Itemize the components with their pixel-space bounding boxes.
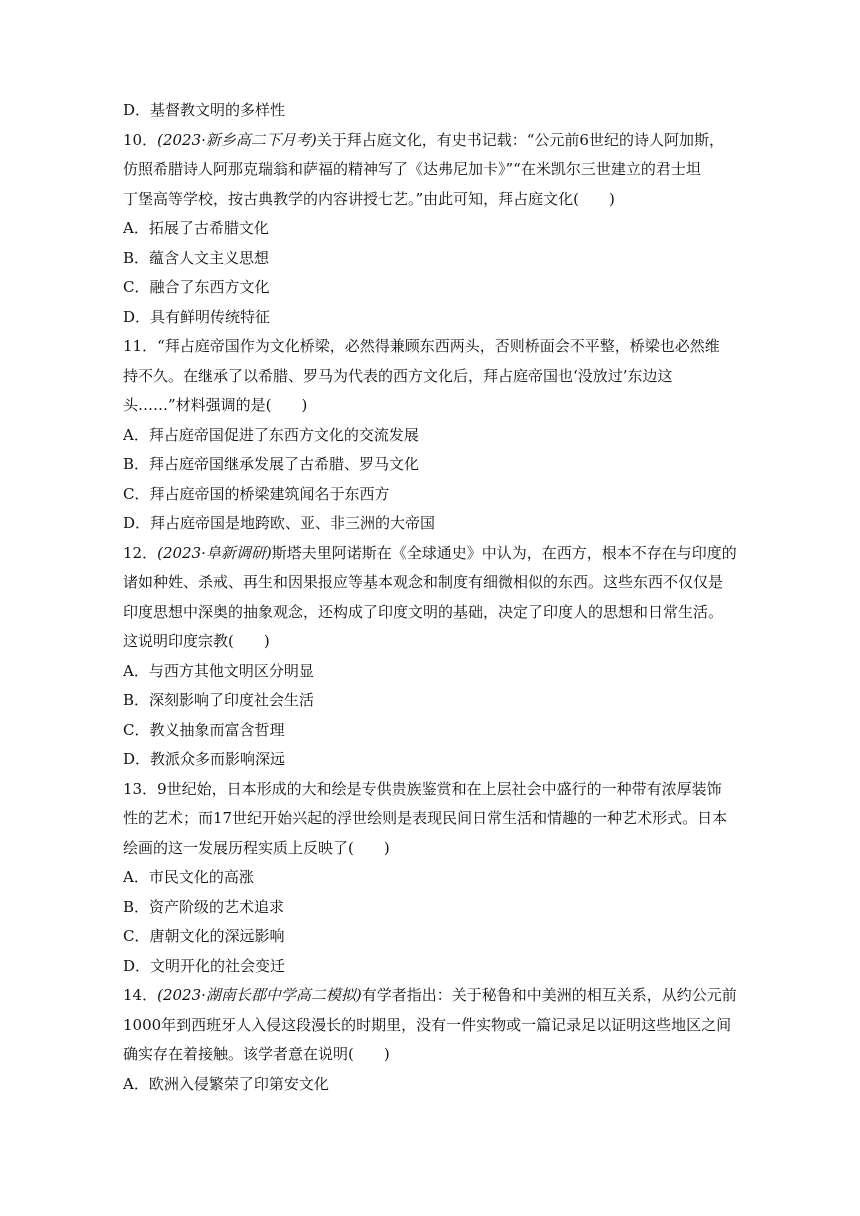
answer-option: B．深刻影响了印度社会生活 <box>123 691 315 709</box>
document-page <box>123 96 738 1099</box>
answer-option: D．基督教文明的多样性 <box>123 101 286 119</box>
question-text: 有学者指出：关于秘鲁和中美洲的相互关系，从约公元前 <box>361 986 737 1004</box>
question-text: “拜占庭帝国作为文化桥梁，必然得兼顾东西两头，否则桥面会不平整，桥梁也必然维 <box>157 337 720 355</box>
question-number: 14． <box>123 986 158 1004</box>
answer-option: B．蕴含人文主义思想 <box>123 248 270 267</box>
question-text-line: 性的艺术；而17世纪开始兴起的浮世绘则是表现民间日常生活和情趣的一种艺术形式。日本 <box>123 809 728 827</box>
answer-option: D．拜占庭帝国是地跨欧、亚、非三洲的大帝国 <box>123 514 436 532</box>
answer-option: A．拓展了古希腊文化 <box>123 219 269 237</box>
answer-option: B．拜占庭帝国继承发展了古希腊、罗马文化 <box>123 455 420 473</box>
question-source: (2023·湖南长郡中学高二模拟) <box>157 986 362 1004</box>
question-line <box>123 981 738 1011</box>
question-text: 9世纪始，日本形成的大和绘是专供贵族鉴赏和在上层社会中盛行的一种带有浓厚装饰 <box>157 779 722 798</box>
question-source: (2023·阜新调研) <box>157 543 272 562</box>
question-number: 12． <box>123 543 158 562</box>
answer-option: A．欧洲入侵繁荣了印第安文化 <box>123 1074 329 1093</box>
question-line <box>123 539 738 569</box>
question-text-line: 仿照希腊诗人阿那克瑞翁和萨福的精神写了《达弗尼加卡》”“在米凯尔三世建立的君士坦 <box>123 160 701 178</box>
question-text-line: 持不久。在继承了以希腊、罗马为代表的西方文化后，拜占庭帝国也‘没放过’东边这 <box>123 366 673 385</box>
answer-option: A．市民文化的高涨 <box>123 868 254 886</box>
question-text-line: 丁堡高等学校，按古典教学的内容讲授七艺。”由此可知，拜占庭文化( ) <box>123 189 615 208</box>
answer-option: C．唐朝文化的深远影响 <box>123 927 285 945</box>
answer-option: A．与西方其他文明区分明显 <box>123 661 314 680</box>
question-line <box>123 775 738 805</box>
question-text: 关于拜占庭文化，有史书记载：“公元前6世纪的诗人阿加斯， <box>316 130 724 149</box>
question-text: 斯塔夫里阿诺斯在《全球通史》中认为，在西方，根本不存在与印度的 <box>271 543 737 562</box>
question-line <box>123 332 738 362</box>
answer-option: C．教义抽象而富含哲理 <box>123 720 285 739</box>
answer-option: C．融合了东西方文化 <box>123 278 270 296</box>
question-text-line: 头……”材料强调的是( ) <box>123 396 308 414</box>
question-number: 13． <box>123 779 158 798</box>
question-text-line: 绘画的这一发展历程实质上反映了( ) <box>123 838 390 857</box>
answer-option: D．文明开化的社会变迁 <box>123 956 286 975</box>
question-text-line: 这说明印度宗教( ) <box>123 632 270 650</box>
question-number: 10． <box>123 130 158 149</box>
answer-option: C．拜占庭帝国的桥梁建筑闻名于东西方 <box>123 484 390 503</box>
question-line <box>123 126 738 156</box>
question-text-line: 1000年到西班牙人入侵这段漫长的时期里，没有一件实物或一篇记录足以证明这些地区之间 <box>123 1015 732 1034</box>
answer-option: B．资产阶级的艺术追求 <box>123 897 285 916</box>
answer-option: A．拜占庭帝国促进了东西方文化的交流发展 <box>123 425 419 444</box>
answer-option: D．具有鲜明传统特征 <box>123 307 271 326</box>
question-number: 11． <box>123 337 158 355</box>
question-source: (2023·新乡高二下月考) <box>157 130 317 149</box>
answer-option: D．教派众多而影响深远 <box>123 750 286 768</box>
question-text-line: 诸如种姓、杀戒、再生和因果报应等基本观念和制度有细微相似的东西。这些东西不仅仅是 <box>123 573 724 591</box>
question-text-line: 印度思想中深奥的抽象观念，还构成了印度文明的基础，决定了印度人的思想和日常生活。 <box>123 602 724 621</box>
question-text-line: 确实存在着接触。该学者意在说明( ) <box>123 1045 390 1063</box>
